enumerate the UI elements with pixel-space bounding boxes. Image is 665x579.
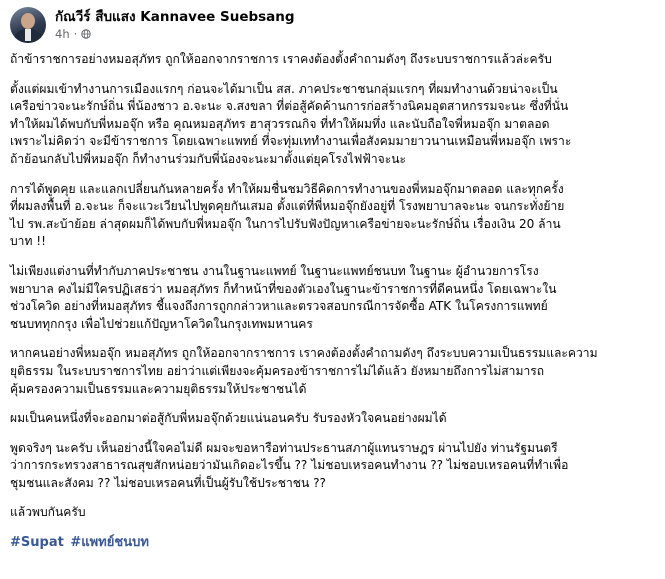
post-body: [10, 51, 655, 552]
globe-icon[interactable]: [81, 29, 91, 39]
post-paragraph-8: แล้วพบกันครับ: [10, 505, 86, 520]
author-name[interactable]: กัณวีร์ สืบแสง Kannavee Suebsang: [55, 8, 295, 25]
post-paragraph-4: ไม่เพียงแต่งานที่ทำกับภาคประชาชน งานในฐานะแพทย์ ในฐานะแพทย์ชนบท ในฐานะ ผู้อำนวยการโรง พยาบาล คงไม่มีใครปฏิเสธว่า หมอสุภัทร ก็ทำหน้าที่ของตัวเองในฐานะข้าราชการที่ดีคนหนึ่ง โดยเฉพาะใน ช่วงโควิด อย่างที่หมอสุภัทร ชี้แจงถึงการถูกกล่าวหาและตรวจสอบกรณีการจัดซื้อ ATK ในโครงการแพทย์ ชนบททุกกรุง เพื่อไปช่วยแก้ปัญหาโควิดในกรุงเทพมหานคร: [10, 263, 557, 331]
post-paragraph-2: ตั้งแต่ผมเข้าทำงานการเมืองแรกๆ ก่อนจะได้มาเป็น สส. ภาคประชาชนกลุ่มแรกๆ ที่ผมทำงานด้วยน่าจะเป็น เครือข่าวจะนะรักษ์ถิ่น พี่น้องชาว อ.จะนะ จ.สงขลา ที่ต่อสู้คัดค้านการก่อสร้างนิคมอุตสาหกรรมจะนะ ซึ่งที่นั่น ทำให้ผมได้พบกับพี่หมอจุ๊ก หรือ คุณหมอสุภัทร ฮาสุวรรณกิจ ที่ทำให้ผมทึ่ง และนับถือใจพี่หมอจุ๊ก มาตลอด เพราะไม่คิดว่า จะมีข้าราชการ โดยเฉพาะแพทย์ ที่จะทุ่มเททำงานเพื่อสังคมมายาวนานเหมือนพี่หมอจุ๊ก เพราะ ถ้าย้อนกลับไปพี่หมอจุ๊ก ก็ทำงานร่วมกับพี่น้องจะนะมาตั้งแต่ยุคโรงไฟฟ้าจะนะ: [10, 81, 572, 166]
post-meta: [55, 9, 295, 42]
hashtag-supat[interactable]: #Supat: [10, 535, 64, 551]
separator-dot: ·: [73, 26, 78, 41]
post-paragraph-7: พูดจริงๆ นะครับ เห็นอย่างนี้ใจคอไม่ดี ผมจะขอหารือท่านประธานสภาผู้แทนราษฎร ผ่านไปยัง ท่านรัฐมนตรี ว่าการกระทรวงสาธารณสุขสักหน่อยว่ามันเกิดอะไรขึ้น ?? ไม่ชอบเหรอคนทำงาน ?? ไม่ชอบเหรอคนที่ทำเพื่อ ชุมชนและสังคม ?? ไม่ชอบเหรอคนที่เป็นผู้รับใช้ประชาชน ??: [10, 440, 569, 490]
hashtags: [10, 534, 655, 552]
post-paragraph-1: ถ้าข้าราชการอย่างหมอสุภัทร ถูกให้ออกจากราชการ เราคงต้องตั้งคำถามดังๆ ถึงระบบราชการแล้วล่ะครับ: [10, 52, 552, 66]
post-paragraph-6: ผมเป็นคนหนึ่งที่จะออกมาต่อสู้กับพี่หมอจุ๊กด้วยแน่นอนครับ รับรองหัวใจคนอย่างผมได้: [10, 411, 447, 426]
post-paragraph-5: หากคนอย่างพี่หมอจุ๊ก หมอสุภัทร ถูกให้ออกจากราชการ เราคงต้องตั้งคำถามดังๆ ถึงระบบความเป็นธรรมและความ ยุติธรรม ในระบบราชการไทย อย่าว่าแต่เพียงจะคุ้มครองข้าราชการไม่ได้แล้ว ยังหมายถึงการไม่สามารถ คุ้มครองความเป็นธรรมและความยุติธรรมให้ประชาชนได้: [10, 346, 598, 396]
post-paragraph-3: การได้พูดคุย และแลกเปลี่ยนกันหลายครั้ง ทำให้ผมชื่นชมวิธีคิดการทำงานของพี่หมอจุ๊กมาตลอด และทุกครั้ง ที่ผมลงพื้นที่ อ.จะนะ ก็จะแวะเวียนไปพูดคุยกันเสมอ ตั้งแต่ที่พี่หมอจุ๊กยังอยู่ที่ โรงพยาบาลจะนะ จนกระทั่งย้าย ไป รพ.สะบ้าย้อย ล่าสุดผมก็ได้พบกับพี่หมอจุ๊ก ในการไปรับฟังปัญหาเครือข่ายจะนะรักษ์ถิ่น เรื่องเงิน 20 ล้าน บาท !!: [10, 181, 565, 249]
avatar[interactable]: [10, 7, 46, 43]
hashtag-rural-doctor[interactable]: #แพทย์ชนบท: [70, 535, 149, 551]
post-subline: [55, 27, 295, 42]
post-header: [10, 0, 655, 48]
post-time[interactable]: 4h: [55, 26, 70, 41]
